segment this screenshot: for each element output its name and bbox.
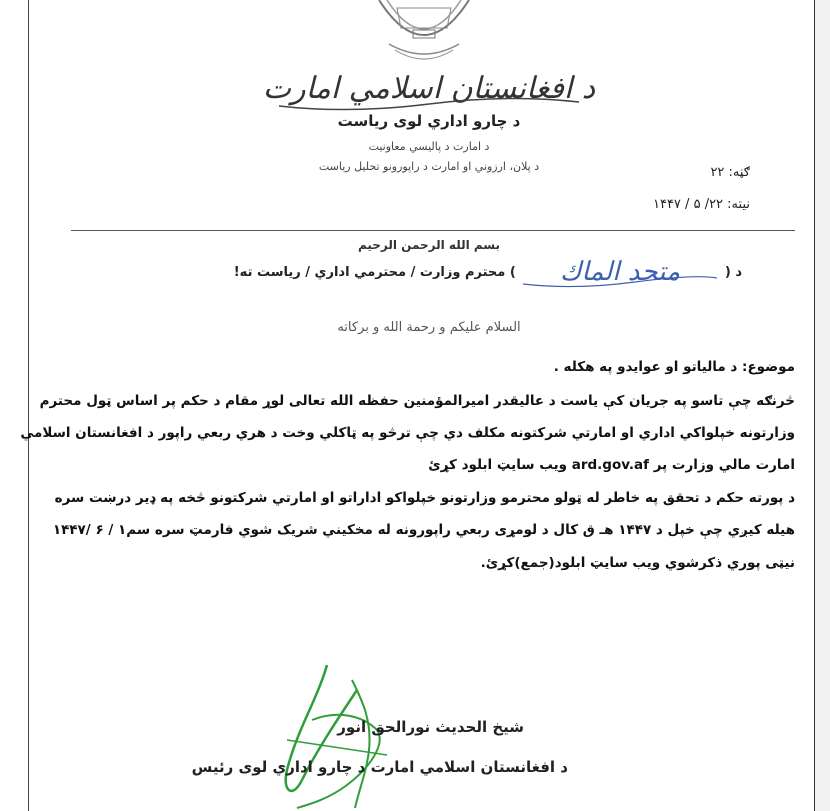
body-line: وزارتونه خپلواکي اداري او امارتي شرکتونه مکلف دي چې ترڅو په ټاکلي وخت د هري ربعي راپور د افغانستان اسلامي (20, 425, 795, 441)
body-line: هيله کيږي چې خپل د ۱۴۴۷ هـ ق کال د لومړی ربعي راپورونه له مخکيني شريک شوي فارمټ سره سم۱ / ۶ /۱۴۴۷ (52, 522, 795, 538)
body-line: نيټی پوري ذکرشوي ويب سايټ ابلود(جمع)کړئ. (480, 555, 795, 571)
calligraphy-logo (262, 58, 596, 118)
signatory-title: د افغانستان اسلامي امارت د چارو اداري لوی رئيس (191, 758, 568, 776)
header-line-3: د پلان، ارزوني او امارت د راپورونو تحليل رياست (318, 160, 540, 173)
address-prefix: د ( (724, 265, 742, 280)
address-suffix: ) محترم وزارت / محترمي اداري / رياست ته! (233, 265, 516, 280)
letter-date: نیته: ۲۲/ ۵ / ۱۴۴۷ (652, 197, 750, 212)
body-line: څرنګه چې تاسو په جريان کې ياست د عاليقدر اميرالمؤمنين حفظه الله تعالى لوړ مقام د حکم پر اساس ټول محترم (39, 393, 795, 409)
subject-line: موضوع: د مالياتو او عوايدو په هکله . (553, 359, 795, 375)
signatory-name: شيخ الحديث نورالحق انور (337, 718, 524, 736)
body-line: د پورته حکم د تحقق په خاطر له ټولو محترمو وزارتونو خپلواکو اداراتو او امارتي شرکتونو څخه په ډير درښت سره (54, 490, 795, 506)
handwritten-addressee-text: متحد الماك (560, 257, 680, 287)
header-line-1: د چارو اداري لوی رياست (337, 112, 521, 130)
header-divider (71, 230, 795, 231)
header-line-2: د امارت د پالیسي معاونيت (368, 140, 490, 153)
emblem-icon (369, 0, 479, 62)
letter-number: ګڼه: ۲۲ (710, 165, 750, 180)
scrollbar-track[interactable] (815, 0, 830, 811)
salam-greeting: السلام عليكم و رحمة الله و بركاته (337, 320, 521, 335)
handwritten-addressee (515, 248, 725, 294)
bismillah: بسم الله الرحمن الرحيم (357, 238, 501, 252)
body-line: امارت مالي وزارت پر ard.gov.af ويب سايټ ابلود کړئ (428, 457, 795, 473)
document-page (20, 0, 816, 811)
calligraphy-text: د افغانستان اسلامي امارت (262, 71, 596, 106)
